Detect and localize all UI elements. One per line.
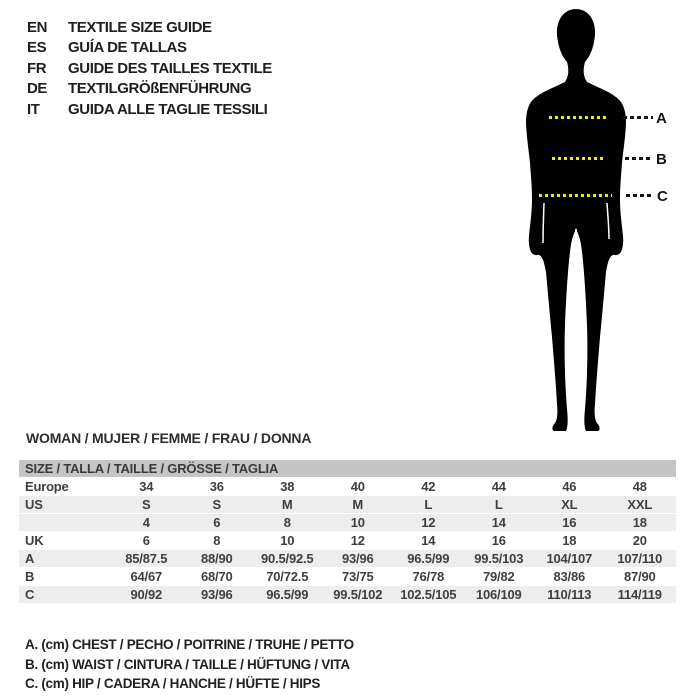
- table-cell: 88/90: [200, 551, 233, 566]
- table-cell: 46: [562, 479, 577, 494]
- table-cell: 42: [421, 479, 436, 494]
- table-cell: 85/87.5: [125, 551, 168, 566]
- size-table: [19, 460, 676, 603]
- language-code: FR: [27, 59, 47, 77]
- language-list: [27, 17, 272, 120]
- table-cell: 68/70: [200, 569, 233, 584]
- language-label: GUÍA DE TALLAS: [68, 39, 187, 57]
- table-cell: 14: [491, 515, 506, 530]
- table-cell: 16: [491, 533, 506, 548]
- table-row-europe: [19, 477, 676, 495]
- hip-line-yellow-dots: [539, 194, 612, 197]
- table-cell: 6: [213, 515, 221, 530]
- table-cell: 104/107: [546, 551, 593, 566]
- table-cell: 99.5/103: [474, 551, 524, 566]
- language-row-es: [27, 38, 272, 59]
- table-cell: 114/119: [617, 587, 662, 602]
- table-row-chest: [19, 549, 676, 567]
- row-label: C: [25, 587, 35, 602]
- table-cell: 73/75: [341, 569, 374, 584]
- table-cell: 38: [280, 479, 295, 494]
- waist-line-black-dots: [625, 157, 652, 160]
- table-cell: 90.5/92.5: [261, 551, 314, 566]
- table-cell: 6: [142, 533, 150, 548]
- table-cell: 79/82: [482, 569, 515, 584]
- table-cell: 48: [632, 479, 647, 494]
- table-cell: 90/92: [130, 587, 163, 602]
- table-cell: 8: [213, 533, 221, 548]
- language-label: GUIDE DES TAILLES TEXTILE: [68, 59, 272, 77]
- language-row-fr: [27, 58, 272, 79]
- language-row-en: [27, 17, 272, 38]
- table-cell: 96.5/99: [266, 587, 309, 602]
- chest-line-black-dots: [623, 116, 653, 119]
- table-cell: 70/72.5: [266, 569, 309, 584]
- language-row-de: [27, 79, 272, 100]
- row-label: UK: [25, 533, 44, 548]
- table-header: SIZE / TALLA / TAILLE / GRÖSSE / TAGLIA: [19, 460, 676, 477]
- measure-label-b: B: [656, 151, 667, 168]
- language-code: EN: [27, 18, 48, 36]
- language-label: TEXTILGRÖßENFÜHRUNG: [68, 80, 252, 98]
- table-cell: 12: [421, 515, 436, 530]
- section-title: WOMAN / MUJER / FEMME / FRAU / DONNA: [26, 430, 312, 446]
- table-cell: 10: [350, 515, 365, 530]
- table-cell: 20: [632, 533, 647, 548]
- table-cell: XXL: [627, 497, 653, 512]
- table-cell: M: [352, 497, 364, 512]
- table-cell: 110/113: [547, 587, 592, 602]
- row-label: B: [25, 569, 35, 584]
- table-cell: 34: [139, 479, 154, 494]
- table-cell: 93/96: [341, 551, 374, 566]
- table-row-us: [19, 495, 676, 513]
- language-code: DE: [27, 80, 48, 98]
- table-cell: 102.5/105: [400, 587, 457, 602]
- language-row-it: [27, 99, 272, 120]
- row-label: US: [25, 497, 43, 512]
- language-label: GUIDA ALLE TAGLIE TESSILI: [68, 100, 268, 118]
- table-cell: 40: [350, 479, 365, 494]
- hip-line-black-dots: [626, 194, 653, 197]
- language-code: ES: [27, 39, 47, 57]
- table-row-uk: [19, 531, 676, 549]
- table-cell: 8: [283, 515, 291, 530]
- table-cell: 18: [562, 533, 577, 548]
- woman-silhouette-icon: [500, 5, 660, 435]
- measure-label-c: C: [657, 188, 668, 205]
- table-cell: 106/109: [475, 587, 522, 602]
- measure-label-a: A: [656, 110, 667, 127]
- footnote-waist: B. (cm) WAIST / CINTURA / TAILLE / HÜFTUNG / VITA: [25, 656, 350, 672]
- row-label: Europe: [25, 479, 69, 494]
- table-cell: XL: [561, 497, 578, 512]
- table-cell: 36: [209, 479, 224, 494]
- table-cell: 4: [142, 515, 150, 530]
- row-label: A: [25, 551, 35, 566]
- table-cell: L: [424, 497, 433, 512]
- table-cell: 44: [491, 479, 506, 494]
- table-cell: M: [281, 497, 293, 512]
- table-cell: S: [142, 497, 151, 512]
- table-cell: S: [212, 497, 221, 512]
- table-row-waist: [19, 567, 676, 585]
- table-row-us-numeric: [19, 513, 676, 531]
- table-row-hip: [19, 585, 676, 603]
- table-cell: 64/67: [130, 569, 163, 584]
- table-cell: 12: [350, 533, 365, 548]
- table-cell: 10: [280, 533, 295, 548]
- table-cell: 96.5/99: [407, 551, 450, 566]
- table-cell: 76/78: [412, 569, 445, 584]
- table-cell: 16: [562, 515, 577, 530]
- language-label: TEXTILE SIZE GUIDE: [68, 18, 212, 36]
- table-cell: 14: [421, 533, 436, 548]
- footnote-hip: C. (cm) HIP / CADERA / HANCHE / HÜFTE / HIPS: [25, 676, 321, 691]
- chest-line-yellow-dots: [549, 116, 609, 119]
- language-code: IT: [27, 100, 40, 118]
- table-cell: 99.5/102: [333, 587, 383, 602]
- table-cell: L: [494, 497, 503, 512]
- table-cell: 83/86: [553, 569, 586, 584]
- table-cell: 93/96: [200, 587, 233, 602]
- footnote-chest: A. (cm) CHEST / PECHO / POITRINE / TRUHE / PETTO: [25, 637, 354, 652]
- measurement-footnotes: [25, 635, 354, 694]
- table-cell: 107/110: [617, 551, 663, 566]
- waist-line-yellow-dots: [552, 157, 605, 160]
- table-cell: 18: [632, 515, 647, 530]
- table-cell: 87/90: [623, 569, 656, 584]
